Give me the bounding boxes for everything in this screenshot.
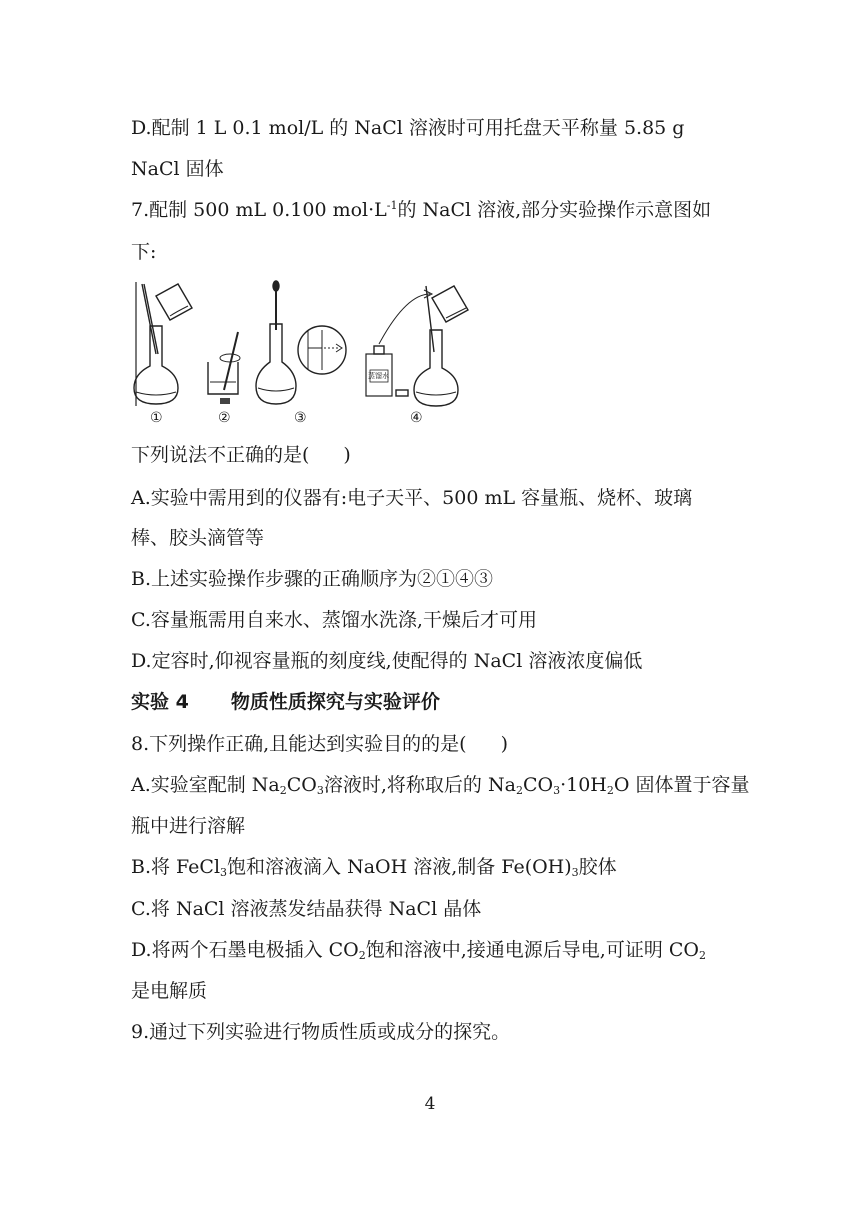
q7-option-c: C.容量瓶需用自来水、蒸馏水洗涤,干燥后才可用 (131, 609, 537, 631)
q7-stem-line2: 下: (131, 241, 157, 263)
section-heading: 实验 4 物质性质探究与实验评价 (131, 691, 440, 713)
q6-option-d-line2: NaCl 固体 (131, 158, 224, 180)
q7-option-a-line2: 棒、胶头滴管等 (131, 527, 265, 549)
q8-option-d-line1: D.将两个石墨电极插入 $CO_2$饱和溶液中,接通电源后导电,可证明 $CO_2$ (131, 939, 706, 962)
step-label-3: ③ (294, 410, 307, 426)
q7-stem-line1: 7.配制 500 mL 0.100 $mol\cdot L^{-1}$的 NaCl 溶液,部分实验操作示意图如 (131, 199, 712, 221)
q8-option-a-line2: 瓶中进行溶解 (131, 815, 246, 837)
flask-diagram (126, 274, 486, 430)
q8-option-b: B.将 FeCl$_3$饱和溶液滴入 NaOH 溶液,制备 $Fe(OH)_3$胶体 (131, 856, 617, 879)
q8-stem: 8.下列操作正确,且能达到实验目的的是( ) (131, 733, 509, 755)
q9-stem: 9.通过下列实验进行物质性质或成分的探究。 (131, 1021, 511, 1043)
q6-option-d-line1: D.配制 1 L 0.1 mol/L 的 NaCl 溶液时可用托盘天平称量 5.85 g (131, 117, 685, 139)
distilled-water-label: 蒸馏水 (368, 372, 389, 380)
step-label-4: ④ (410, 410, 423, 426)
q7-experiment-figure (126, 274, 486, 430)
q7-question: 下列说法不正确的是( ) (131, 444, 351, 466)
q7-option-d: D.定容时,仰视容量瓶的刻度线,使配得的 NaCl 溶液浓度偏低 (131, 650, 643, 672)
page-number: 4 (424, 1094, 436, 1114)
q7-option-a-line1: A.实验中需用到的仪器有:电子天平、500 mL 容量瓶、烧杯、玻璃 (131, 487, 693, 509)
q8-option-c: C.将 NaCl 溶液蒸发结晶获得 NaCl 晶体 (131, 898, 482, 920)
step-label-1: ① (150, 410, 163, 426)
q7-option-b: B.上述实验操作步骤的正确顺序为②①④③ (131, 568, 494, 590)
step-label-2: ② (218, 410, 231, 426)
q8-option-a-line1: A.实验室配制 $Na_2CO_3$溶液时,将称取后的 $Na_2CO_3\cdot 10H_2O$ 固体置于容量 (131, 774, 750, 797)
q8-option-d-line2: 是电解质 (131, 980, 208, 1002)
